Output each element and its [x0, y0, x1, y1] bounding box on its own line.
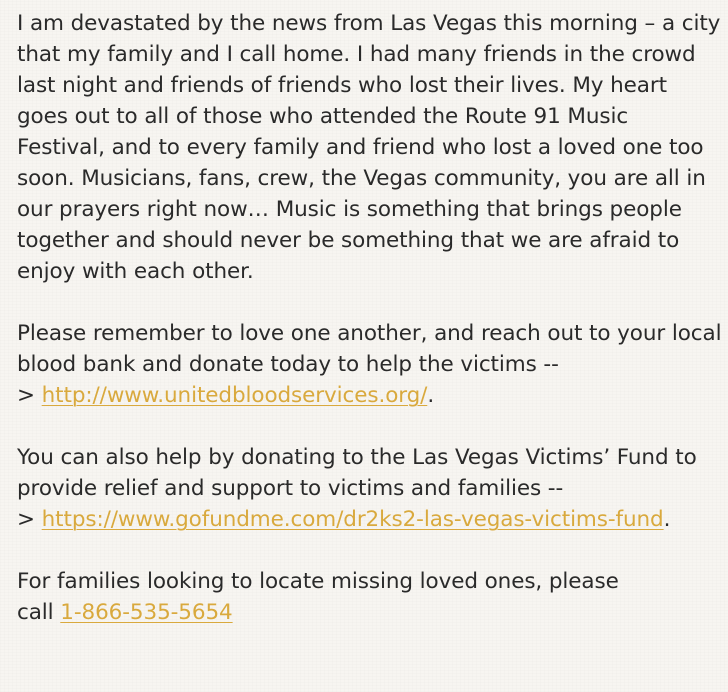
- statement-text: I am devastated by the news from Las Vegas this morning – a city that my family and I call home. I had many friends in the crowd last night and friends of friends who lost their lives. My heart goes out to all of those who attended the Route 91 Music Festival, and to every family and friend who lost a loved one too soon. Musicians, fans, crew, the Vegas community, you are all in our prayers right now… Music is something that brings people together and should never be something that we are afraid to enjoy with each other.: [17, 11, 721, 284]
- phone-link[interactable]: 1-866-535-5654: [60, 600, 233, 625]
- blood-donation-period: .: [427, 383, 435, 408]
- paragraph-victims-fund: [17, 442, 722, 535]
- gofundme-link[interactable]: https://www.gofundme.com/dr2ks2-las-vegas-victims-fund: [41, 507, 664, 532]
- missing-persons-text: For families looking to locate missing loved ones, please: [17, 569, 619, 594]
- blood-donation-text: Please remember to love one another, and reach out to your local blood bank and donate today to help the victims --: [17, 321, 722, 377]
- united-blood-services-link[interactable]: http://www.unitedbloodservices.org/: [41, 383, 428, 408]
- victims-fund-period: .: [663, 507, 671, 532]
- paragraph-statement: [17, 8, 722, 287]
- paragraph-blood-donation: [17, 318, 722, 411]
- call-prefix: call: [17, 600, 61, 625]
- blood-donation-arrow: >: [17, 383, 42, 408]
- paragraph-missing-persons: [17, 566, 722, 628]
- note-body: [17, 8, 722, 628]
- victims-fund-text: You can also help by donating to the Las Vegas Victims’ Fund to provide relief and support to victims and families --: [17, 445, 697, 501]
- victims-fund-arrow: >: [17, 507, 42, 532]
